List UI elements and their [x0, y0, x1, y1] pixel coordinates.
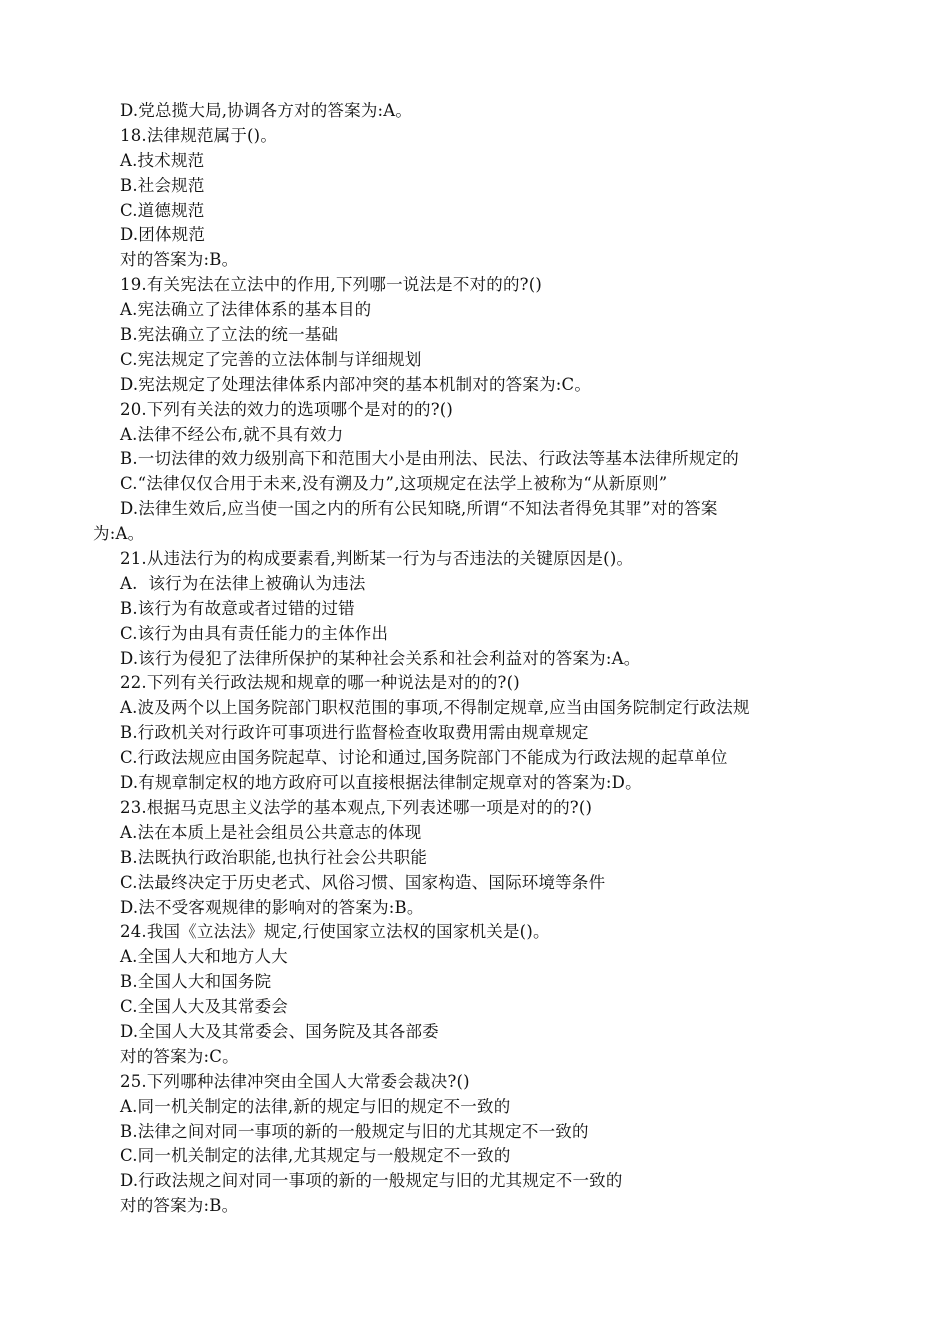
- option-25-b: B.法律之间对同一事项的新的一般规定与旧的尤其规定不一致的: [120, 1121, 589, 1141]
- option-19-d-answer: D.宪法规定了处理法律体系内部冲突的基本机制对的答案为:C。: [120, 374, 592, 394]
- option-25-d: D.行政法规之间对同一事项的新的一般规定与旧的尤其规定不一致的: [120, 1171, 623, 1191]
- question-18: 18.法律规范属于()。: [120, 125, 278, 145]
- option-21-d-answer: D.该行为侵犯了法律所保护的某种社会关系和社会利益对的答案为:A。: [120, 648, 641, 668]
- option-20-b: B.一切法律的效力级别高下和范围大小是由刑法、民法、行政法等基本法律所规定的: [120, 449, 739, 469]
- document-page: [0, 99, 950, 1219]
- option-24-d: D.全国人大及其常委会、国务院及其各部委: [120, 1021, 439, 1041]
- question-22: 22.下列有关行政法规和规章的哪一种说法是对的的?(): [120, 673, 520, 693]
- question-25: 25.下列哪种法律冲突由全国人大常委会裁决?(): [120, 1071, 470, 1091]
- option-21-b: B.该行为有故意或者过错的过错: [120, 598, 355, 618]
- option-22-d-answer: D.有规章制定权的地方政府可以直接根据法律制定规章对的答案为:D。: [120, 773, 642, 793]
- option-18-b: B.社会规范: [120, 175, 205, 195]
- option-20-c: C.“法律仅仅合用于未来,没有溯及力”,这项规定在法学上被称为“从新原则”: [120, 474, 668, 494]
- question-23: 23.根据马克思主义法学的基本观点,下列表述哪一项是对的的?(): [120, 797, 593, 817]
- option-23-b: B.法既执行政治职能,也执行社会公共职能: [120, 847, 428, 867]
- option-18-c: C.道德规范: [120, 200, 205, 220]
- option-19-a: A.宪法确立了法律体系的基本目的: [120, 300, 372, 320]
- answer-25: 对的答案为:B。: [120, 1196, 239, 1216]
- question-20: 20.下列有关法的效力的选项哪个是对的的?(): [120, 399, 454, 419]
- option-25-a: A.同一机关制定的法律,新的规定与旧的规定不一致的: [120, 1096, 511, 1116]
- option-24-b: B.全国人大和国务院: [120, 972, 272, 992]
- answer-24: 对的答案为:C。: [120, 1046, 239, 1066]
- answer-18: 对的答案为:B。: [120, 250, 239, 270]
- option-19-b: B.宪法确立了立法的统一基础: [120, 325, 339, 345]
- option-23-d-answer: D.法不受客观规律的影响对的答案为:B。: [120, 897, 424, 917]
- option-23-a: A.法在本质上是社会组员公共意志的体现: [120, 822, 422, 842]
- option-19-c: C.宪法规定了完善的立法体制与详细规划: [120, 349, 422, 369]
- option-24-c: C.全国人大及其常委会: [120, 997, 288, 1017]
- option-20-d-continuation: 为:A。: [93, 524, 145, 544]
- option-24-a: A.全国人大和地方人大: [120, 947, 288, 967]
- option-21-a: A. 该行为在法律上被确认为违法: [120, 573, 366, 593]
- question-24: 24.我国《立法法》规定,行使国家立法权的国家机关是()。: [120, 922, 550, 942]
- question-19: 19.有关宪法在立法中的作用,下列哪一说法是不对的的?(): [120, 275, 543, 295]
- option-20-a: A.法律不经公布,就不具有效力: [120, 424, 344, 444]
- answer-line-17: D.党总揽大局,协调各方对的答案为:A。: [120, 101, 413, 120]
- option-22-a: A.波及两个以上国务院部门职权范围的事项,不得制定规章,应当由国务院制定行政法规: [120, 698, 750, 718]
- option-22-b: B.行政机关对行政许可事项进行监督检查收取费用需由规章规定: [120, 723, 589, 743]
- option-18-a: A.技术规范: [120, 150, 205, 170]
- option-20-d-answer: D.法律生效后,应当使一国之内的所有公民知晓,所谓“不知法者得免其罪”对的答案: [120, 499, 718, 519]
- option-25-c: C.同一机关制定的法律,尤其规定与一般规定不一致的: [120, 1146, 511, 1166]
- option-21-c: C.该行为由具有责任能力的主体作出: [120, 623, 389, 643]
- option-23-c: C.法最终决定于历史老式、风俗习惯、国家构造、国际环境等条件: [120, 872, 606, 892]
- option-18-d: D.团体规范: [120, 225, 206, 245]
- question-21: 21.从违法行为的构成要素看,判断某一行为与否违法的关键原因是()。: [120, 549, 634, 569]
- option-22-c: C.行政法规应由国务院起草、讨论和通过,国务院部门不能成为行政法规的起草单位: [120, 748, 728, 768]
